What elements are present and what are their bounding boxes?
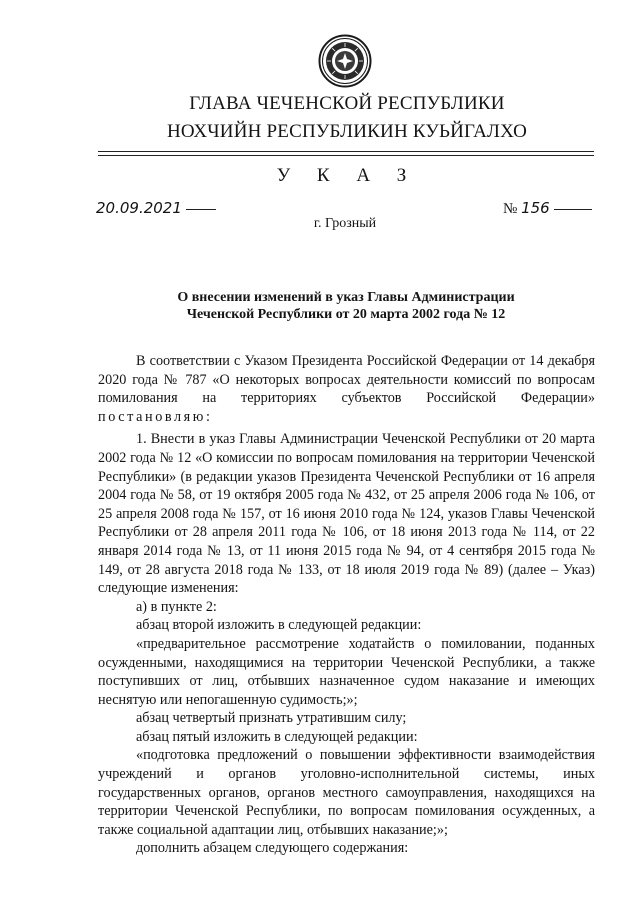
document-type: У К А З: [276, 165, 418, 186]
paragraph-amendment-4: дополнить абзацем следующего содержания:: [136, 840, 409, 857]
paragraph-quote-2: «подготовка предложений о повышении эффективности взаимодействия учреждений и органов уголовно-исполнительной системы, иных государственных органов, органов местного самоуправления, находящихся на территории Чеченской Республики, по вопросам помилования осужденных, а также социальной адаптации лиц, отбывших наказание;»;: [98, 747, 595, 838]
number-underline: [554, 209, 592, 210]
paragraph-amendment-2: абзац четвертый признать утратившим силу;: [136, 710, 407, 727]
paragraph-amendment-1: абзац второй изложить в следующей редакции:: [136, 617, 422, 634]
paragraph-item-1: 1. Внести в указ Главы Администрации Чеченской Республики от 20 марта 2002 года № 12 «О комиссии по вопросам помилования на территории Чеченской Республики» (в редакции указов Президента Чеченской Республики от 16 апреля 2004 года № 58, от 19 октября 2005 года № 432, от 25 апреля 2006 года № 106, от 25 апреля 2008 года № 157, от 16 июня 2010 года № 124, указов Главы Чеченской Республики от 28 апреля 2011 года № 106, от 18 июня 2013 года № 114, от 22 января 2014 года № 13, от 11 июня 2015 года № 94, от 4 сентября 2015 года № 149, от 28 августа 2018 года № 133, от 18 июля 2019 года № 89) (далее – Указ) следующие изменения:: [98, 431, 595, 597]
paragraph-amendment-3: абзац пятый изложить в следующей редакции:: [136, 728, 418, 745]
preamble-decree-word: постановляю:: [98, 408, 213, 425]
paragraph-quote-1: «предварительное рассмотрение ходатайств о помиловании, поданных осужденными, находящимися на территории Чеченской Республики, а также поступивших от лиц, отбывших назначенное судом наказание и имеющих неснятую или непогашенную судимость;»;: [98, 635, 595, 708]
paragraph-preamble: [98, 352, 595, 426]
subject-line-1: О внесении изменений в указ Главы Администрации: [177, 290, 515, 305]
number-value: 156: [521, 199, 550, 217]
document-subject: [98, 289, 594, 323]
header-line-2: НОХЧИЙН РЕСПУБЛИКИН КУЬЙГАЛХО: [166, 121, 528, 142]
header-divider-top: [98, 151, 594, 152]
paragraph-subitem-a: а) в пункте 2:: [136, 598, 217, 615]
state-emblem: [318, 34, 372, 88]
state-emblem-icon: [318, 34, 372, 88]
date-underline: [186, 209, 216, 210]
subject-line-2: Чеченской Республики от 20 марта 2002 года № 12: [186, 307, 506, 322]
header-line-1: ГЛАВА ЧЕЧЕНСКОЙ РЕСПУБЛИКИ: [189, 93, 505, 114]
document-date: [96, 199, 216, 217]
preamble-text: В соответствии с Указом Президента Российской Федерации от 14 декабря 2020 года № 787 «О некоторых вопросах деятельности комиссий по вопросам помилования на территориях субъектов Российской Федерации»: [98, 353, 595, 407]
header-divider-bottom: [98, 155, 594, 156]
number-label: №: [503, 201, 518, 217]
document-date-value: 20.09.2021: [96, 199, 182, 217]
document-city: г. Грозный: [313, 216, 377, 231]
document-body: [98, 352, 595, 858]
